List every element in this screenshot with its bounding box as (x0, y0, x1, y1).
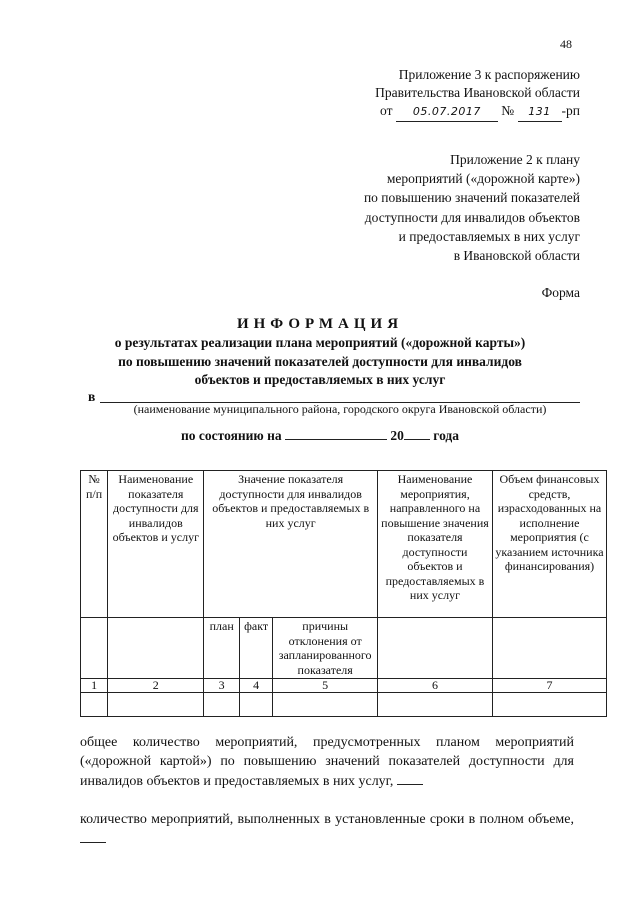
status-year-blank (404, 426, 430, 440)
appendix-2-line: в Ивановской области (453, 248, 580, 264)
status-prefix: по состоянию на (180, 428, 282, 443)
appendix-2-header (280, 150, 580, 265)
header-fact: факт (239, 618, 272, 679)
appendix-3-line-2: Правительства Ивановской области (375, 85, 580, 100)
appendix-2-line: мероприятий («дорожной карте») (386, 171, 580, 187)
column-number: 1 (81, 679, 108, 693)
status-line (0, 426, 640, 444)
column-number: 4 (239, 679, 272, 693)
column-number: 6 (377, 679, 492, 693)
table-cell (239, 693, 272, 717)
table-cell (108, 618, 204, 679)
header-measure-name: Наименование мероприятия, направленного на повышение значения показателя доступности объектов и предоставляемых в них услуг (377, 471, 492, 618)
appendix-3-line-1: Приложение 3 к распоряжению (398, 67, 580, 82)
header-number: № п/п (81, 471, 108, 618)
header-financing: Объем финансовых средств, израсходованных на исполнение мероприятия (с указанием источника финансирования) (492, 471, 606, 618)
column-number-row (81, 679, 607, 693)
table-cell (108, 693, 204, 717)
table-cell (81, 618, 108, 679)
table-cell (273, 693, 378, 717)
subtitle-line: по повышению значений показателей доступности для инвалидов (118, 353, 522, 369)
column-number: 3 (204, 679, 240, 693)
status-year-prefix: 20 (390, 428, 404, 443)
header-indicator-name: Наименование показателя доступности для инвалидов объектов и услуг (108, 471, 204, 618)
from-label: от (380, 103, 393, 118)
appendix-2-line: по повышению значений показателей (363, 190, 580, 206)
subtitle-line: объектов и предоставляемых в них услуг (194, 372, 446, 387)
status-date-blank (285, 426, 387, 440)
document-date: 05.07.2017 (396, 103, 498, 122)
form-label: Форма (541, 285, 580, 300)
document-title: ИНФОРМАЦИЯ (236, 316, 404, 332)
measures-total-paragraph (80, 733, 574, 791)
number-suffix: -рп (561, 103, 580, 118)
header-plan: план (204, 618, 240, 679)
appendix-2-line: и предоставляемых в них услуг (398, 228, 580, 244)
column-number: 7 (492, 679, 606, 693)
document-subtitle (60, 334, 580, 390)
status-year-suffix: года (433, 428, 460, 443)
column-number: 5 (273, 679, 378, 693)
region-prefix: в (88, 389, 96, 404)
results-table (80, 470, 607, 717)
measures-completed-paragraph (80, 810, 574, 849)
number-label: № (501, 103, 515, 118)
measures-completed-text: количество мероприятий, выполненных в установленные сроки в полном объеме, (80, 812, 574, 827)
measures-completed-blank (80, 829, 106, 843)
column-number: 2 (108, 679, 204, 693)
table-cell (204, 693, 240, 717)
header-indicator-value: Значение показателя доступности для инвалидов объектов и предоставляемых в них услуг (204, 471, 378, 618)
subtitle-line: о результатах реализации плана мероприятий («дорожной карты») (114, 335, 526, 350)
table-cell (492, 618, 606, 679)
appendix-2-line: Приложение 2 к плану (450, 152, 580, 167)
table-cell (377, 618, 492, 679)
measures-total-text: общее количество мероприятий, предусмотренных планом мероприятий («дорожной картой») по повышению значений показателей доступности для инвалидов объектов и предоставляемых в них услуг, (80, 735, 574, 789)
table-cell (81, 693, 108, 717)
document-number: 131 (518, 103, 562, 122)
table-cell (377, 693, 492, 717)
appendix-2-line: доступности для инвалидов объектов (364, 209, 580, 225)
region-caption: (наименование муниципального района, городского округа Ивановской области) (133, 402, 547, 416)
header-deviation-reasons: причины отклонения от запланированного показателя (273, 618, 378, 679)
page-number: 48 (560, 37, 572, 51)
appendix-3-date-number (280, 102, 580, 122)
measures-total-blank (397, 771, 423, 785)
table-cell (492, 693, 606, 717)
appendix-3-header (280, 66, 580, 122)
table-row (81, 693, 607, 717)
